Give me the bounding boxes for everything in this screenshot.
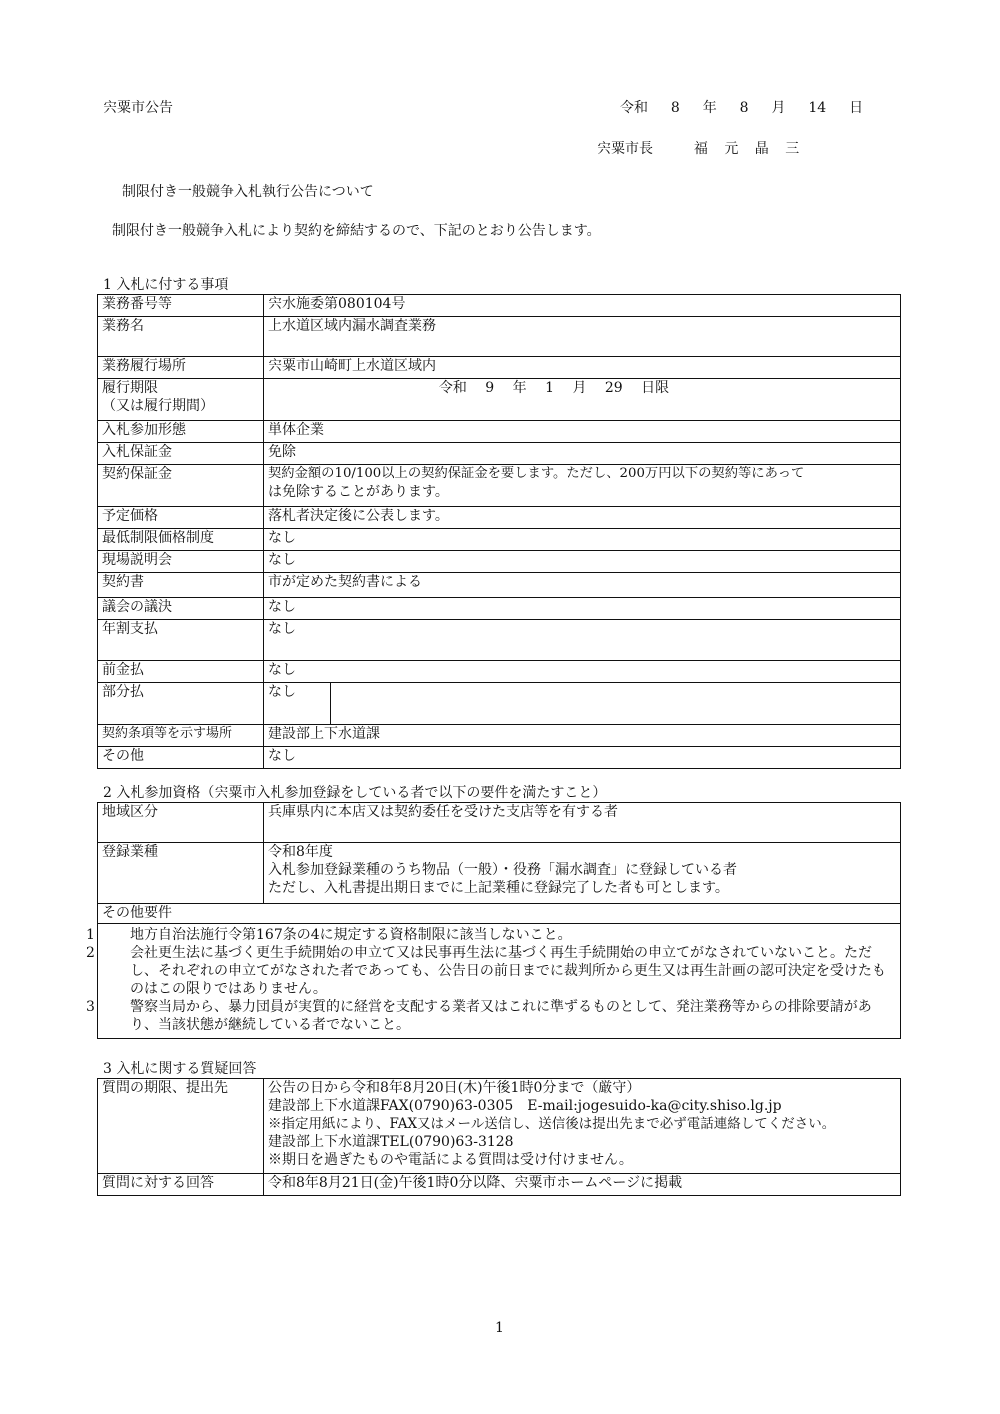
requirement-item bbox=[86, 998, 896, 1034]
date-year-unit: 年 bbox=[702, 100, 717, 116]
issuer bbox=[597, 138, 805, 158]
row-value: 建設部上下水道課 bbox=[264, 725, 901, 747]
row-label: 最低制限価格制度 bbox=[98, 529, 264, 551]
answer-value: 令和8年8月21日(金)午後1時0分以降、宍粟市ホームページに掲載 bbox=[264, 1174, 901, 1196]
requirement-item bbox=[86, 926, 896, 944]
row-label: 業務番号等 bbox=[98, 295, 264, 317]
table-row bbox=[98, 551, 901, 573]
row-label: 入札参加形態 bbox=[98, 421, 264, 443]
row-value: 宍粟市山崎町上水道区域内 bbox=[264, 357, 901, 379]
deadline-line: 公告の日から令和8年8月20日(木)午後1時0分まで（厳守） bbox=[268, 1080, 641, 1096]
notice-intro: 制限付き一般競争入札により契約を締結するので、下記のとおり公告します。 bbox=[112, 223, 601, 239]
row-label: 議会の議決 bbox=[98, 598, 264, 620]
deadline-line: 建設部上下水道課TEL(0790)63-3128 bbox=[268, 1134, 514, 1150]
requirement-num: 2 bbox=[86, 945, 95, 961]
row-label-sub: （又は履行期間） bbox=[102, 398, 214, 414]
date-day: 14 bbox=[808, 100, 827, 116]
section3-heading: 3 入札に関する質疑回答 bbox=[103, 1061, 257, 1077]
row-value: なし bbox=[264, 551, 901, 573]
deadline-line: ※期日を過ぎたものや電話による質問は受け付けません。 bbox=[268, 1152, 633, 1168]
issuer-name: 福 元 晶 三 bbox=[693, 141, 806, 157]
row-value: 上水道区域内漏水調査業務 bbox=[264, 317, 901, 357]
category-line: ただし、入札書提出期日までに上記業種に登録完了した者も可とします。 bbox=[268, 880, 729, 896]
row-label: 年割支払 bbox=[98, 620, 264, 661]
category-label: 登録業種 bbox=[98, 843, 264, 904]
page-number: 1 bbox=[495, 1320, 504, 1336]
section2-table bbox=[86, 802, 901, 1039]
table-row bbox=[98, 421, 901, 443]
row-label: 予定価格 bbox=[98, 507, 264, 529]
row-value: なし bbox=[264, 620, 901, 661]
row-label: 前金払 bbox=[98, 661, 264, 683]
row-value: 落札者決定後に公表します。 bbox=[264, 507, 901, 529]
table-row bbox=[98, 1174, 901, 1196]
table-row bbox=[98, 803, 901, 843]
notice-title: 制限付き一般競争入札執行公告について bbox=[122, 184, 374, 200]
row-label: その他 bbox=[98, 747, 264, 769]
requirement-num: 3 bbox=[86, 999, 95, 1015]
date-day-unit: 日 bbox=[849, 100, 864, 116]
date-month: 8 bbox=[739, 100, 749, 116]
table-row bbox=[98, 443, 901, 465]
table-row bbox=[98, 379, 901, 421]
deadline-label: 質問の期限、提出先 bbox=[98, 1079, 264, 1174]
row-value: なし bbox=[264, 661, 901, 683]
row-label: 契約条項等を示す場所 bbox=[98, 725, 264, 747]
table-row bbox=[98, 747, 901, 769]
answer-label: 質問に対する回答 bbox=[98, 1174, 264, 1196]
table-row bbox=[98, 465, 901, 507]
row-value: 免除 bbox=[264, 443, 901, 465]
row-label: 契約保証金 bbox=[98, 465, 264, 507]
header-organization: 宍粟市公告 bbox=[103, 100, 173, 116]
table-row bbox=[98, 357, 901, 379]
row-label: 履行期限 bbox=[102, 380, 158, 396]
row-value: なし bbox=[264, 747, 901, 769]
table-row bbox=[98, 924, 901, 1039]
table-row bbox=[98, 295, 901, 317]
row-value: 契約金額の10/100以上の契約保証金を要します。ただし、200万円以下の契約等にあって bbox=[268, 466, 805, 481]
requirement-text: 会社更生法に基づく更生手続開始の申立て又は民事再生法に基づく再生手続開始の申立てがなされていないこと。ただし、それぞれの申立てがなされた者であっても、公告日の前日までに裁判所から更生又は再生計画の認可決定を受けたものはこの限りではありません。 bbox=[130, 945, 886, 997]
date-era: 令和 bbox=[620, 100, 648, 116]
table-row bbox=[98, 620, 901, 661]
table-row bbox=[98, 725, 901, 747]
row-value: 宍水施委第080104号 bbox=[264, 295, 901, 317]
section3-table bbox=[97, 1078, 901, 1196]
table-row bbox=[98, 843, 901, 904]
table-row bbox=[98, 661, 901, 683]
section1-table bbox=[97, 294, 901, 769]
row-value: なし bbox=[264, 683, 331, 724]
table-row bbox=[98, 529, 901, 551]
date-month-unit: 月 bbox=[771, 100, 786, 116]
issuer-title: 宍粟市長 bbox=[597, 141, 653, 157]
category-line: 令和8年度 bbox=[268, 844, 333, 860]
table-row bbox=[98, 598, 901, 620]
row-value: 市が定めた契約書による bbox=[264, 573, 901, 598]
table-row bbox=[98, 317, 901, 357]
region-value: 兵庫県内に本店又は契約委任を受けた支店等を有する者 bbox=[264, 803, 901, 843]
row-label: 業務名 bbox=[98, 317, 264, 357]
requirement-item bbox=[86, 944, 896, 998]
category-line: 入札参加登録業種のうち物品（一般）・役務「漏水調査」に登録している者 bbox=[268, 862, 737, 878]
date-year: 8 bbox=[670, 100, 680, 116]
deadline-line: 建設部上下水道課FAX(0790)63-0305 E-mail:jogesuido-ka@city.shiso.lg.jp bbox=[268, 1098, 782, 1114]
table-row bbox=[98, 683, 901, 725]
notice-date bbox=[620, 97, 863, 117]
row-label: 契約書 bbox=[98, 573, 264, 598]
requirement-text: 警察当局から、暴力団員が実質的に経営を支配する業者又はこれに準ずるものとして、発注業務等からの排除要請があり、当該状態が継続している者でないこと。 bbox=[130, 999, 872, 1033]
table-row bbox=[98, 573, 901, 598]
row-label: 部分払 bbox=[98, 683, 264, 725]
other-label: その他要件 bbox=[98, 904, 901, 924]
row-value: なし bbox=[264, 529, 901, 551]
table-row bbox=[98, 1079, 901, 1174]
row-value: なし bbox=[264, 598, 901, 620]
requirement-num: 1 bbox=[86, 927, 95, 943]
row-value: 令和 9 年 1 月 29 日限 bbox=[264, 379, 901, 421]
requirement-text: 地方自治法施行令第167条の4に規定する資格制限に該当しないこと。 bbox=[130, 927, 572, 943]
row-label: 業務履行場所 bbox=[98, 357, 264, 379]
deadline-line: ※指定用紙により、FAX又はメール送信し、送信後は提出先まで必ず電話連絡してください。 bbox=[268, 1116, 836, 1132]
region-label: 地域区分 bbox=[98, 803, 264, 843]
section1-heading: 1 入札に付する事項 bbox=[103, 277, 229, 293]
row-value: 単体企業 bbox=[264, 421, 901, 443]
table-row bbox=[98, 507, 901, 529]
row-label: 現場説明会 bbox=[98, 551, 264, 573]
row-label: 入札保証金 bbox=[98, 443, 264, 465]
table-row bbox=[98, 904, 901, 924]
row-value-cont: は免除することがあります。 bbox=[268, 484, 449, 500]
section2-heading: 2 入札参加資格（宍粟市入札参加登録をしている者で以下の要件を満たすこと） bbox=[103, 785, 607, 801]
